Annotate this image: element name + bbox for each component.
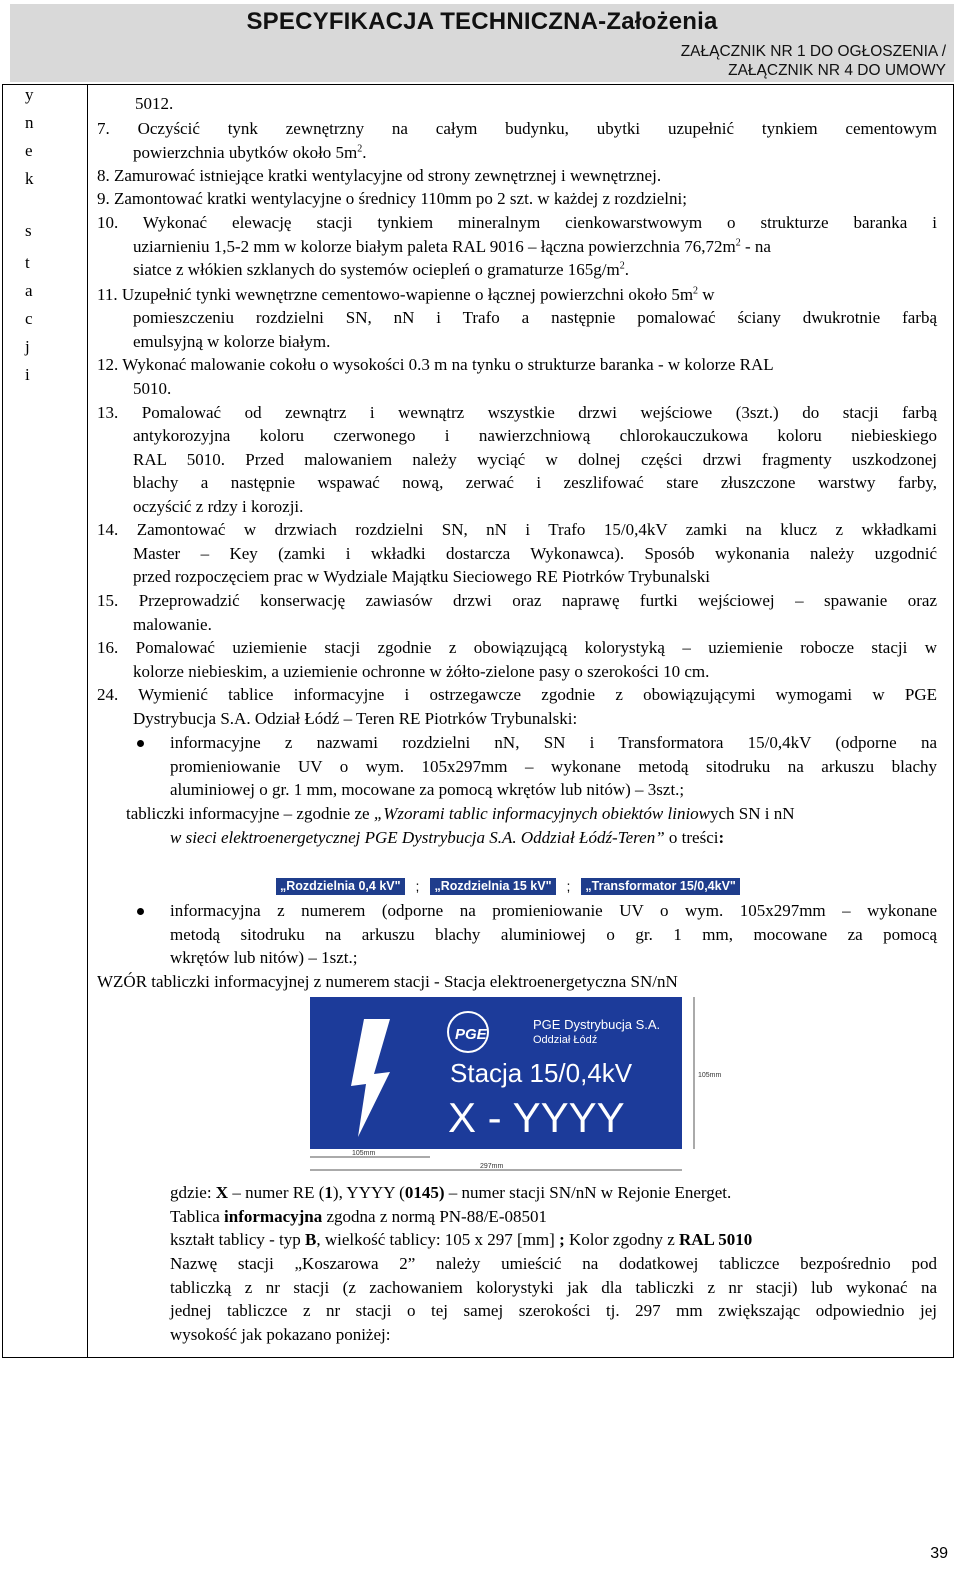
text-line: tabliczką z nr stacji (z zachowaniem kolorystyki jak dla tabliczki z nr stacji) lub wykonać na [170, 1278, 937, 1297]
bullet [137, 908, 144, 915]
dimension-label: 105mm [352, 1150, 376, 1157]
text-line: Nazwę stacji „Koszarowa 2” należy umieścić na dodatkowej tabliczce bezpośrednio pod [170, 1254, 937, 1273]
tag-transformator: „Transformator 15/0,4kV" [581, 878, 739, 895]
page-number: 39 [930, 1545, 948, 1562]
text-line: oczyścić z rdzy i korozji. [133, 497, 304, 516]
station-sign-drawing [290, 992, 740, 1174]
text-line: Tablica informacyjna zgodna z normą PN-88/E-08501 [170, 1207, 547, 1226]
dimension-label: 297mm [480, 1163, 504, 1170]
side-letter: n [25, 113, 34, 132]
text-line: RAL 5010. Przed malowaniem należy wyciąć w dolnej części drzwi fragmenty uszkodzonej [133, 450, 937, 469]
side-letter: a [25, 281, 33, 300]
item-10: 10. Wykonać elewację stacji tynkiem mineralnym cienkowarstwowym o strukturze baranka i [97, 213, 937, 232]
side-letter: k [25, 169, 34, 188]
bullet-item: informacyjne z nazwami rozdzielni nN, SN i Transformatora 15/0,4kV (odporne na [170, 733, 937, 752]
text-line: kolorze niebieskim, a uziemienie ochronne w żółto-zielone pasy o szerokości 10 cm. [133, 662, 710, 681]
sample-tags [276, 876, 740, 896]
text-line: siatce z włókien szklanych do systemów ociepleń o gramaturze $165g/m^2$. [133, 260, 629, 279]
text-line: metodą sitodruku na arkuszu blachy aluminiowej o gr. 1 mm, mocowane za pomocą [170, 925, 937, 944]
attachment-label: ZAŁĄCZNIK NR 1 DO OGŁOSZENIA / ZAŁĄCZNIK NR 4 DO UMOWY [680, 43, 946, 79]
side-letter: s [25, 221, 32, 240]
text-line: blachy a następnie wspawać nową, zerwać i zeszlifować stare złuszczone warstwy farby, [133, 473, 937, 492]
item-14: 14. Zamontować w drzwiach rozdzielni SN, nN i Trafo 15/0,4kV zamki na klucz z wkładkami [97, 520, 937, 539]
document-title: SPECYFIKACJA TECHNICZNA-Założenia [246, 8, 718, 35]
item-8: 8. Zamurować istniejące kratki wentylacyjne od strony zewnętrznej i wewnętrznej. [97, 166, 662, 185]
side-letter: t [25, 253, 30, 272]
tag-separator: ; [415, 878, 420, 894]
text-line: antykorozyjna koloru czerwonego i nawierzchniową chlorokauczukowa koloru niebieskiego [133, 426, 937, 445]
text-line: WZÓR tabliczki informacyjnej z numerem stacji - Stacja elektroenergetyczna SN/nN [97, 972, 678, 991]
text-line: 5010. [133, 379, 172, 398]
side-letter: c [25, 309, 33, 328]
text-line: emulsyjną w kolorze białym. [133, 332, 331, 351]
sign-brand: PGE Dystrybucja S.A. [533, 1017, 661, 1032]
item-7: 7. Oczyścić tynk zewnętrzny na całym budynku, ubytki uzupełnić tynkiem cementowym [97, 119, 937, 138]
side-letter: e [25, 141, 33, 160]
text-line: wysokość jak pokazano poniżej: [170, 1325, 391, 1344]
item-24: 24. Wymienić tablice informacyjne i ostrzegawcze zgodnie z obowiązującymi wymogami w PGE [97, 685, 937, 704]
dimension-label: 105mm [698, 1072, 722, 1079]
tag-rozdzielnia-15: „Rozdzielnia 15 kV" [430, 878, 555, 895]
text-line: wkrętów lub nitów) – 1szt.; [170, 948, 358, 967]
side-letter: j [25, 337, 30, 356]
text-line: przed rozpoczęciem prac w Wydziale Majątku Sieciowego RE Piotrków Trybunalski [133, 567, 710, 586]
page-header [10, 4, 954, 82]
item-9: 9. Zamontować kratki wentylacyjne o średnicy 110mm po 2 szt. w każdej z rozdzielni; [97, 189, 687, 208]
item-11: 11. Uzupełnić tynki wewnętrzne cementowo-wapienne o łącznej powierzchni około $5m^2$ w [97, 285, 715, 304]
side-letter: i [25, 365, 30, 384]
text-line: 5012. [135, 94, 174, 113]
text-line: malowanie. [133, 615, 212, 634]
side-column [3, 85, 88, 1357]
side-letter: y [25, 85, 34, 104]
item-16: 16. Pomalować uziemienie stacji zgodnie z obowiązującą kolorystyką – uziemienie robocze stacji w [97, 638, 937, 657]
text-line: aluminiowej o gr. 1 mm, mocowane za pomocą wkrętów lub nitów) – 3szt.; [170, 780, 685, 799]
text-line: jednej tabliczce z nr stacji o tej samej szerokości tj. 297 mm zwiększając odpowiednio jej [170, 1301, 937, 1320]
text-line: promieniowanie UV o wym. 105x297mm – wykonane metodą sitodruku na arkuszu blachy [170, 757, 937, 776]
sign-brand-sub: Oddział Łódź [533, 1034, 598, 1046]
item-12: 12. Wykonać malowanie cokołu o wysokości 0.3 m na tynku o strukturze baranka - w kolorze RAL [97, 355, 774, 374]
text-line: Master – Key (zamki i wkładki dostarcza Wykonawca). Sposób wykonania należy uzgodnić [133, 544, 937, 563]
tag-separator: ; [566, 878, 571, 894]
tag-rozdzielnia-04: „Rozdzielnia 0,4 kV" [276, 878, 405, 895]
text-line: gdzie: X – numer RE (1), YYYY (0145) – numer stacji SN/nN w Rejonie Energet. [170, 1183, 732, 1202]
item-15: 15. Przeprowadzić konserwację zawiasów drzwi oraz naprawę furtki wejściowej – spawanie oraz [97, 591, 937, 610]
text-line: pomieszczeniu rozdzielni SN, nN i Trafo a następnie pomalować ściany dwukrotnie farbą [133, 308, 937, 327]
text-line: tabliczki informacyjne – zgodnie ze „Wzorami tablic informacyjnych obiektów liniowych SN i nN [126, 804, 795, 823]
text-line: powierzchnia ubytków około $5m^2$. [133, 143, 367, 162]
sign-number: X - YYYY [448, 1094, 625, 1141]
text-line: Dystrybucja S.A. Odział Łódź – Teren RE Piotrków Trybunalski: [133, 709, 578, 728]
text-line: kształt tablicy - typ B, wielkość tablicy: 105 x 297 [mm] ; Kolor zgodny z RAL 5010 [170, 1230, 753, 1249]
pge-logo-text: PGE [455, 1026, 487, 1043]
text-line: uziarnieniu 1,5-2 mm w kolorze białym paleta RAL 9016 – łączna powierzchnia $76,72m^2$ - na [133, 237, 771, 256]
bullet-item: informacyjna z numerem (odporne na promieniowanie UV o wym. 105x297mm – wykonane [170, 901, 937, 920]
bullet [137, 740, 144, 747]
item-13: 13. Pomalować od zewnątrz i wewnątrz wszystkie drzwi wejściowe (3szt.) do stacji farbą [97, 403, 937, 422]
text-line: w sieci elektroenergetycznej PGE Dystrybucja S.A. Oddział Łódź-Teren” o treści: [170, 828, 725, 847]
sign-station: Stacja 15/0,4kV [450, 1058, 633, 1088]
